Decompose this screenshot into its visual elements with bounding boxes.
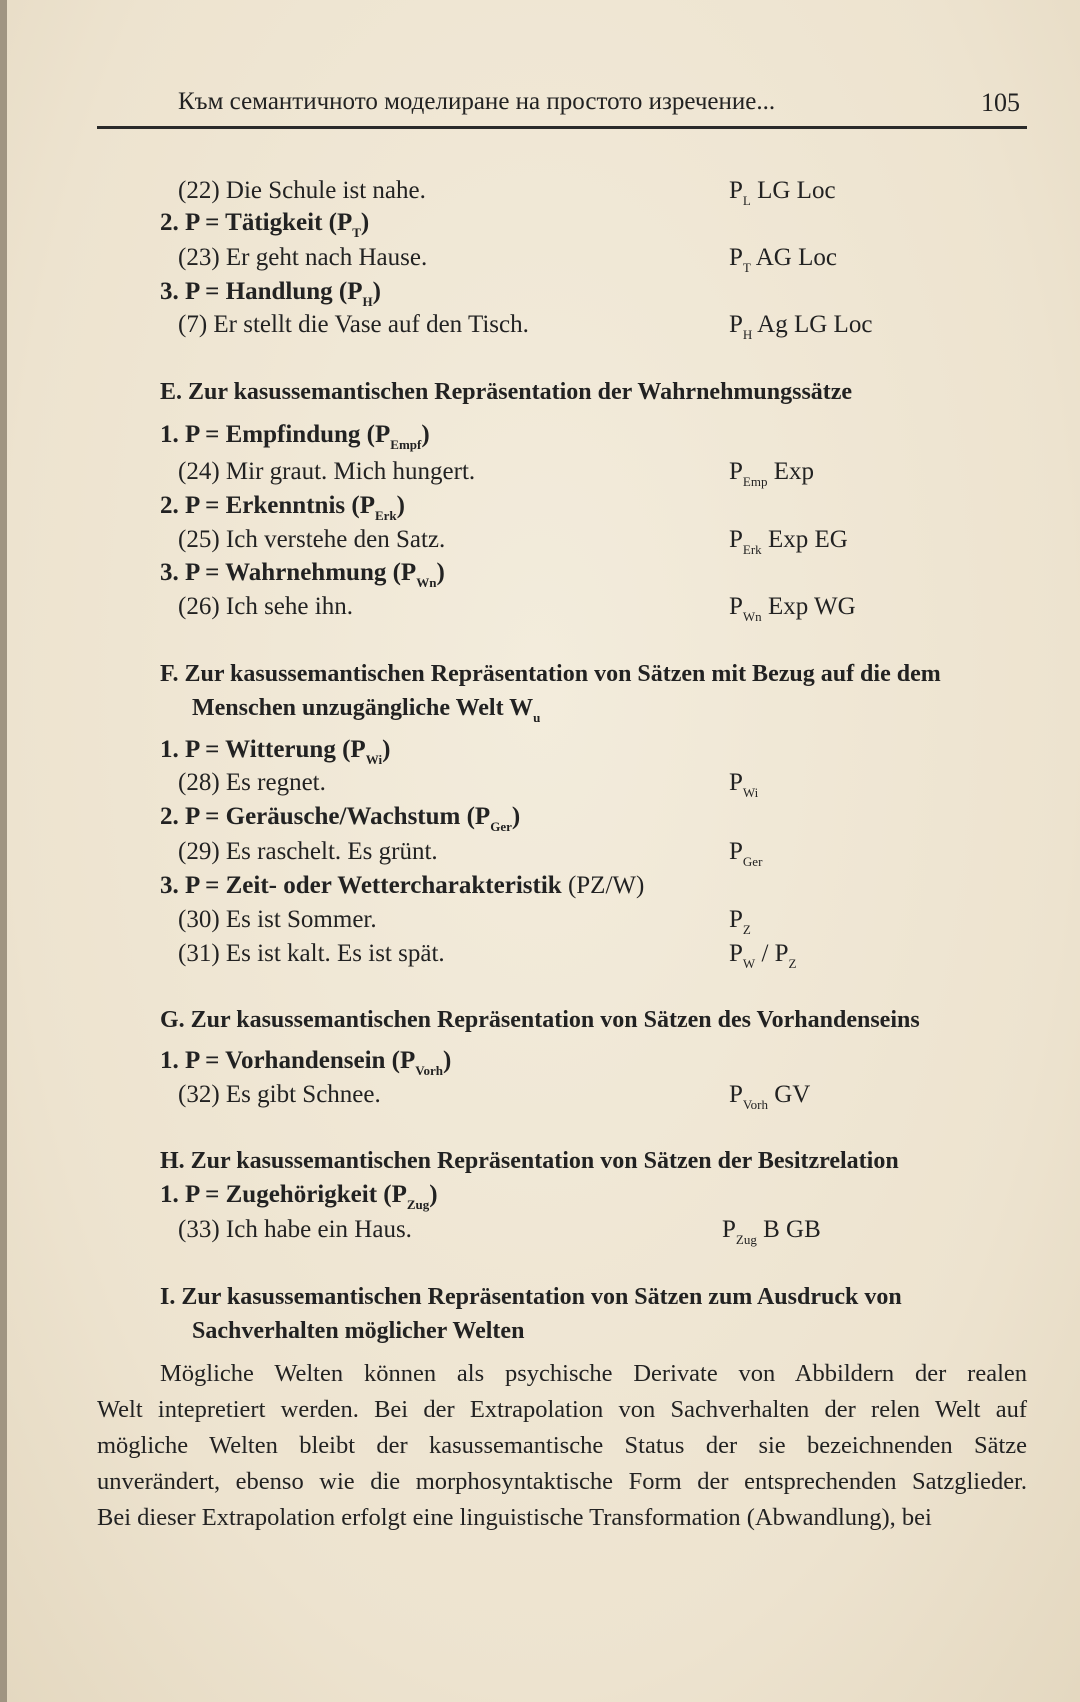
example-32: (32) Es gibt Schnee. xyxy=(178,1081,381,1108)
item-handlung: 3. P = Handlung $(P_H)$ xyxy=(160,278,381,309)
example-24: (24) Mir graut. Mich hungert. xyxy=(178,458,476,485)
formula-33: $P_{Zug}$ B GB xyxy=(722,1216,821,1247)
example-28: (28) Es regnet. xyxy=(178,769,326,796)
formula-24: $P_{Emp}$ Exp xyxy=(729,458,814,489)
item-witterung: 1. P = Witterung $(P_{Wi})$ xyxy=(160,736,391,767)
formula-25: $P_{Erk}$ Exp EG xyxy=(729,526,848,557)
example-25: (25) Ich verstehe den Satz. xyxy=(178,526,446,553)
item-taetigkeit: 2. P = Tätigkeit $(P_T)$ xyxy=(160,209,370,240)
item-erkenntnis: 2. P = Erkenntnis $(P_{Erk})$ xyxy=(160,492,405,523)
paragraph-line: mögliche Welten bleibt der kasussemantische Status der sie bezeichnenden Sätze xyxy=(97,1432,1027,1459)
item-empfindung: 1. P = Empfindung $(P_{Empf})$ xyxy=(160,421,430,452)
section-i-title-line2: Sachverhalten möglicher Welten xyxy=(192,1318,525,1344)
section-i-title-line1: I. Zur kasussemantischen Repräsentation von Sätzen zum Ausdruck von xyxy=(160,1284,902,1310)
page-edge xyxy=(0,0,7,1702)
section-e-title: E. Zur kasussemantischen Repräsentation der Wahrnehmungssätze xyxy=(160,379,853,405)
formula-32: $P_{Vorh}$ GV xyxy=(729,1081,811,1112)
example-26: (26) Ich sehe ihn. xyxy=(178,593,353,620)
formula-30: $P_Z$ xyxy=(729,906,751,937)
example-22: (22) Die Schule ist nahe. xyxy=(178,177,426,204)
section-h-title: H. Zur kasussemantischen Repräsentation von Sätzen der Besitzrelation xyxy=(160,1148,899,1174)
formula-29: $P_{Ger}$ xyxy=(729,838,763,869)
paragraph-line: unverändert, ebenso wie die morphosyntaktische Form der entsprechenden Satzglieder. xyxy=(97,1468,1027,1495)
example-29: (29) Es raschelt. Es grünt. xyxy=(178,838,438,865)
running-title: Към семантичното моделиране на простото изречение... xyxy=(178,88,776,115)
page-number: 105 xyxy=(981,88,1020,117)
example-33: (33) Ich habe ein Haus. xyxy=(178,1216,412,1243)
section-f-title-line1: F. Zur kasussemantischen Repräsentation von Sätzen mit Bezug auf die dem xyxy=(160,661,941,687)
paragraph-line: Bei dieser Extrapolation erfolgt eine linguistische Transformation (Abwandlung), bei xyxy=(97,1504,932,1531)
example-31: (31) Es ist kalt. Es ist spät. xyxy=(178,940,445,967)
formula-31: $P_W / P_Z$ xyxy=(729,940,797,971)
section-g-title: G. Zur kasussemantischen Repräsentation von Sätzen des Vorhandenseins xyxy=(160,1007,920,1033)
item-vorhandensein: 1. P = Vorhandensein $(P_{Vorh})$ xyxy=(160,1047,452,1078)
body-paragraph xyxy=(97,1356,1027,1536)
example-7: (7) Er stellt die Vase auf den Tisch. xyxy=(178,311,529,338)
formula-28: $P_{Wi}$ xyxy=(729,769,759,800)
example-23: (23) Er geht nach Hause. xyxy=(178,244,428,271)
item-zeit-wetter: 3. P = Zeit- oder Wettercharakteristik (PZ/W) xyxy=(160,872,645,899)
section-f-title-line2: Menschen unzugängliche Welt $W_u$ xyxy=(192,695,541,725)
formula-7: $P_H$ Ag LG Loc xyxy=(729,311,873,342)
formula-22: $P_L$ LG Loc xyxy=(729,177,836,208)
item-geraeusche: 2. P = Geräusche/Wachstum $(P_{Ger})$ xyxy=(160,803,521,834)
paragraph-line: Mögliche Welten können als psychische Derivate von Abbildern der realen xyxy=(160,1360,1027,1387)
item-wahrnehmung: 3. P = Wahrnehmung $(P_{Wn})$ xyxy=(160,559,445,590)
paragraph-line: Welt intepretiert werden. Bei der Extrapolation von Sachverhalten der relen Welt auf xyxy=(97,1396,1027,1423)
header-rule xyxy=(97,126,1027,129)
example-30: (30) Es ist Sommer. xyxy=(178,906,377,933)
formula-23: $P_T$ AG Loc xyxy=(729,244,837,275)
formula-26: $P_{Wn}$ Exp WG xyxy=(729,593,856,624)
item-zugehoerigkeit: 1. P = Zugehörigkeit $(P_{Zug})$ xyxy=(160,1181,438,1212)
